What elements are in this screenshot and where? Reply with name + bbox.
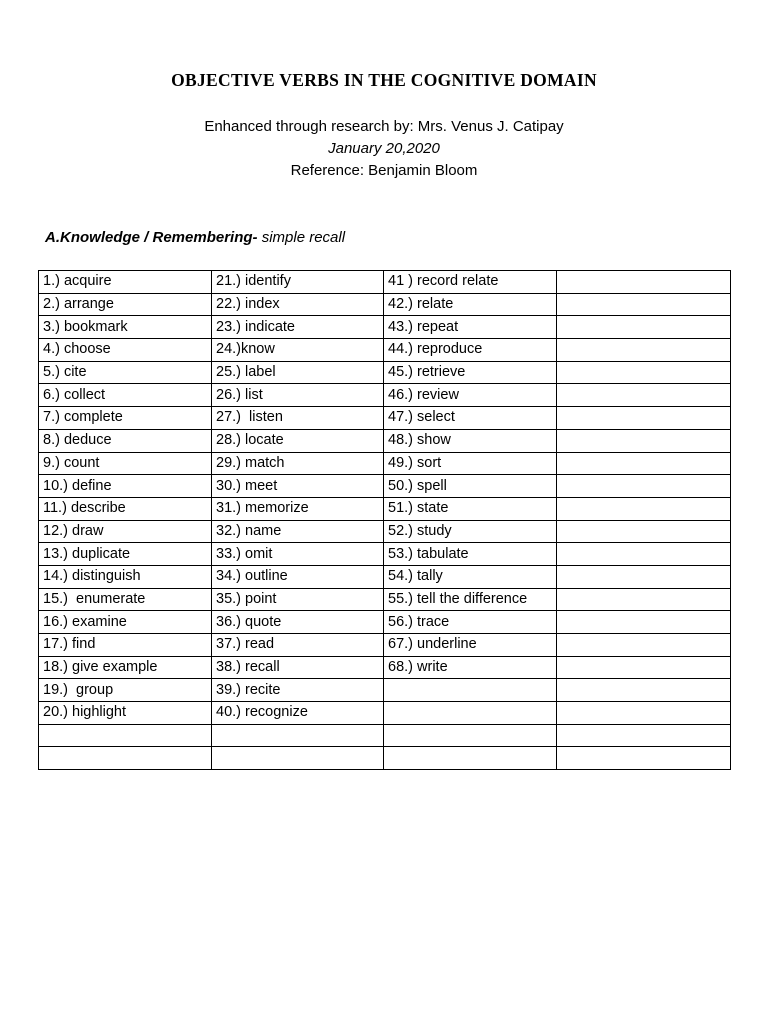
table-row <box>39 293 731 316</box>
table-cell <box>557 452 731 475</box>
table-row <box>39 656 731 679</box>
table-cell: 47.) select <box>384 407 557 430</box>
table-cell <box>557 497 731 520</box>
table-cell <box>557 543 731 566</box>
table-cell: 35.) point <box>212 588 384 611</box>
table-cell <box>557 724 731 747</box>
table-cell <box>557 407 731 430</box>
table-cell: 13.) duplicate <box>39 543 212 566</box>
table-cell: 51.) state <box>384 497 557 520</box>
table-cell: 14.) distinguish <box>39 565 212 588</box>
table-cell: 45.) retrieve <box>384 361 557 384</box>
table-cell: 53.) tabulate <box>384 543 557 566</box>
table-row <box>39 520 731 543</box>
table-cell: 40.) recognize <box>212 702 384 725</box>
table-cell <box>557 520 731 543</box>
table-cell <box>557 361 731 384</box>
table-row <box>39 407 731 430</box>
reference-line: Reference: Benjamin Bloom <box>290 162 478 179</box>
table-cell: 38.) recall <box>212 656 384 679</box>
table-cell <box>384 747 557 770</box>
table-row <box>39 543 731 566</box>
table-cell <box>212 724 384 747</box>
table-cell <box>557 293 731 316</box>
page-title: OBJECTIVE VERBS IN THE COGNITIVE DOMAIN <box>171 70 597 90</box>
table-cell <box>557 679 731 702</box>
table-cell <box>557 429 731 452</box>
table-row <box>39 679 731 702</box>
table-row <box>39 339 731 362</box>
table-cell: 50.) spell <box>384 475 557 498</box>
table-cell: 32.) name <box>212 520 384 543</box>
table-row <box>39 497 731 520</box>
table-row <box>39 724 731 747</box>
table-cell: 36.) quote <box>212 611 384 634</box>
table-cell <box>557 634 731 657</box>
verbs-table-body <box>39 271 731 770</box>
table-cell: 39.) recite <box>212 679 384 702</box>
table-cell: 26.) list <box>212 384 384 407</box>
table-cell: 30.) meet <box>212 475 384 498</box>
table-row <box>39 475 731 498</box>
table-cell: 56.) trace <box>384 611 557 634</box>
table-cell <box>557 611 731 634</box>
table-row <box>39 588 731 611</box>
table-row <box>39 271 731 294</box>
table-row <box>39 611 731 634</box>
table-cell: 5.) cite <box>39 361 212 384</box>
table-cell: 9.) count <box>39 452 212 475</box>
table-cell: 16.) examine <box>39 611 212 634</box>
table-cell: 15.) enumerate <box>39 588 212 611</box>
table-cell: 29.) match <box>212 452 384 475</box>
table-cell: 20.) highlight <box>39 702 212 725</box>
table-cell: 67.) underline <box>384 634 557 657</box>
table-cell: 42.) relate <box>384 293 557 316</box>
table-cell: 19.) group <box>39 679 212 702</box>
table-cell: 2.) arrange <box>39 293 212 316</box>
table-cell: 23.) indicate <box>212 316 384 339</box>
verbs-table <box>38 270 731 770</box>
table-cell: 48.) show <box>384 429 557 452</box>
table-row <box>39 565 731 588</box>
table-cell: 55.) tell the difference <box>384 588 557 611</box>
table-cell: 43.) repeat <box>384 316 557 339</box>
table-cell: 44.) reproduce <box>384 339 557 362</box>
table-cell: 11.) describe <box>39 497 212 520</box>
section-heading-sub: simple recall <box>257 229 346 246</box>
table-cell: 1.) acquire <box>39 271 212 294</box>
table-cell: 24.)know <box>212 339 384 362</box>
table-cell <box>384 702 557 725</box>
table-row <box>39 634 731 657</box>
table-cell: 8.) deduce <box>39 429 212 452</box>
table-cell <box>557 384 731 407</box>
section-heading-main: A.Knowledge / Remembering- <box>45 229 258 246</box>
table-cell: 28.) locate <box>212 429 384 452</box>
table-cell <box>212 747 384 770</box>
table-cell: 49.) sort <box>384 452 557 475</box>
table-cell: 22.) index <box>212 293 384 316</box>
section-heading <box>45 229 345 246</box>
table-row <box>39 361 731 384</box>
table-cell: 41 ) record relate <box>384 271 557 294</box>
table-row <box>39 429 731 452</box>
table-cell <box>557 339 731 362</box>
table-cell: 68.) write <box>384 656 557 679</box>
table-cell: 46.) review <box>384 384 557 407</box>
table-cell <box>384 679 557 702</box>
table-cell <box>557 316 731 339</box>
table-cell <box>557 588 731 611</box>
table-cell: 33.) omit <box>212 543 384 566</box>
table-cell: 7.) complete <box>39 407 212 430</box>
table-row <box>39 452 731 475</box>
table-cell: 6.) collect <box>39 384 212 407</box>
table-cell <box>557 475 731 498</box>
table-row <box>39 702 731 725</box>
table-cell: 12.) draw <box>39 520 212 543</box>
table-cell <box>557 271 731 294</box>
table-row <box>39 316 731 339</box>
table-cell <box>39 724 212 747</box>
table-cell <box>557 702 731 725</box>
table-cell: 25.) label <box>212 361 384 384</box>
table-cell: 27.) listen <box>212 407 384 430</box>
table-row <box>39 384 731 407</box>
table-cell: 17.) find <box>39 634 212 657</box>
table-cell: 31.) memorize <box>212 497 384 520</box>
table-row <box>39 747 731 770</box>
table-cell <box>557 747 731 770</box>
table-cell: 10.) define <box>39 475 212 498</box>
table-cell: 21.) identify <box>212 271 384 294</box>
table-cell: 52.) study <box>384 520 557 543</box>
table-cell: 4.) choose <box>39 339 212 362</box>
table-cell <box>557 656 731 679</box>
document-date: January 20,2020 <box>328 140 440 157</box>
table-cell <box>557 565 731 588</box>
author-line: Enhanced through research by: Mrs. Venus J. Catipay <box>204 118 564 135</box>
table-cell: 18.) give example <box>39 656 212 679</box>
table-cell <box>384 724 557 747</box>
table-cell: 54.) tally <box>384 565 557 588</box>
table-cell <box>39 747 212 770</box>
table-cell: 3.) bookmark <box>39 316 212 339</box>
table-cell: 37.) read <box>212 634 384 657</box>
table-cell: 34.) outline <box>212 565 384 588</box>
